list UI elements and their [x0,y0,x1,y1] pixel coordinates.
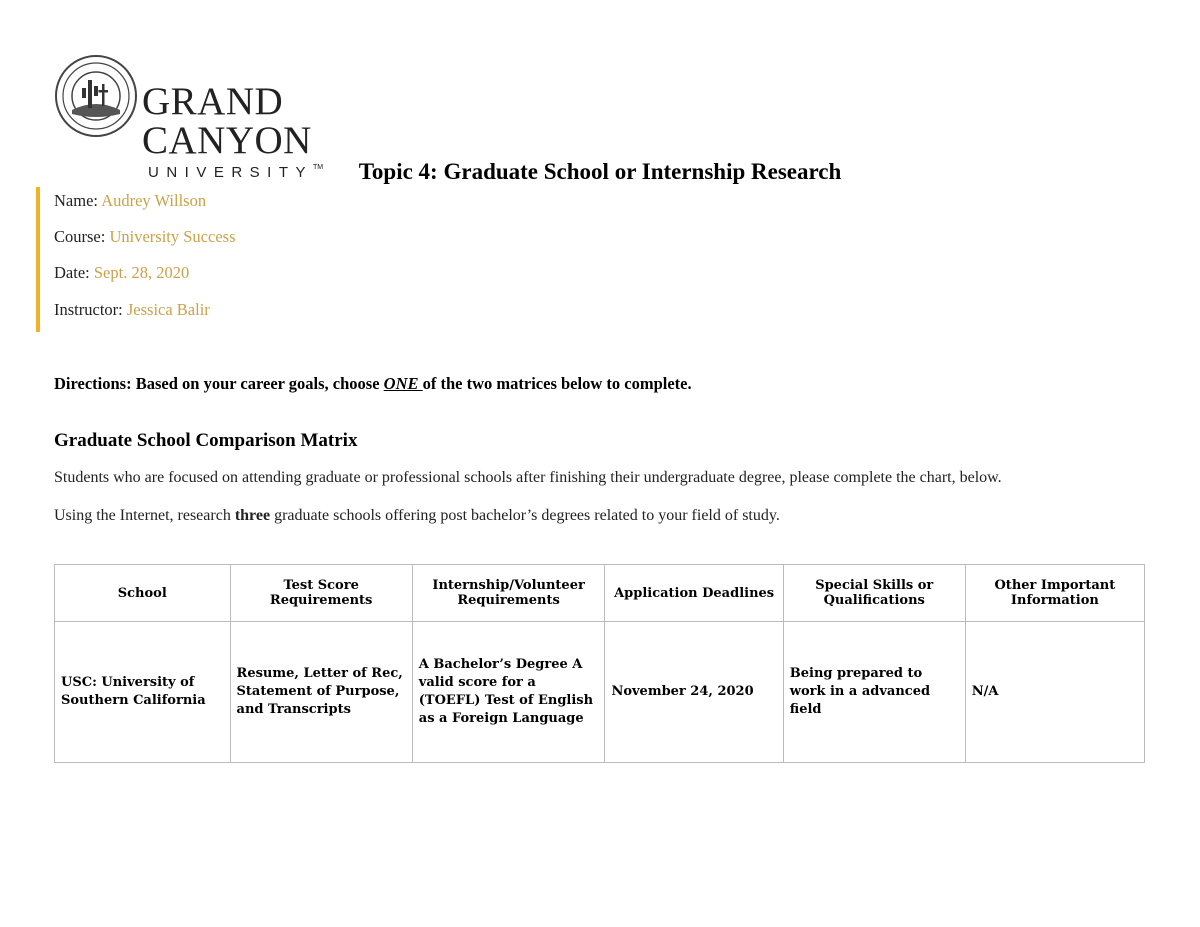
cell-internship: A Bachelor’s Degree A valid score for a (TOEFL) Test of English as a Foreign Language [412,622,605,763]
meta-date-label: Date: [54,263,94,282]
meta-date-value: Sept. 28, 2020 [93,263,190,282]
header-other-info: Other Important Information [965,565,1144,622]
metadata-accent-bar [36,187,40,332]
directions-emphasis: ONE [383,374,423,393]
meta-date [54,263,189,283]
cell-special-skills: Being prepared to work in a advanced field [783,622,965,763]
header-test-score: Test Score Requirements [230,565,412,622]
header-school: School [55,565,231,622]
meta-name-value: Audrey Willson [101,191,207,210]
directions: Directions: Based on your career goals, choose ONE of the two matrices below to complete. [54,374,692,393]
university-seal-icon [54,54,138,138]
cell-other-info: N/A [965,622,1144,763]
university-logo [54,54,434,181]
meta-name [54,191,206,211]
cell-deadlines: November 24, 2020 [605,622,783,763]
meta-instructor-label: Instructor: [54,300,127,319]
comparison-matrix-table [54,564,1145,763]
header-deadlines: Application Deadlines [605,565,783,622]
meta-course-label: Course: [54,227,110,246]
meta-course [54,227,236,247]
meta-instructor [54,300,210,320]
table-header-row [55,565,1145,622]
meta-course-value: University Success [109,227,236,246]
instructions-paragraph-1: Students who are focused on attending graduate or professional schools after finishing their undergraduate degree, please complete the chart, below. [54,469,1002,486]
header-special-skills: Special Skills or Qualifications [783,565,965,622]
section-title: Graduate School Comparison Matrix [54,430,358,451]
table-row [55,622,1145,763]
cell-school: USC: University of Southern California [55,622,231,763]
logo-subtitle: UNIVERSITY [148,164,314,181]
logo-wordmark: GRAND CANYON [142,80,312,162]
logo-trademark: TM [313,164,324,171]
meta-instructor-value: Jessica Balir [126,300,210,319]
document-title: Topic 4: Graduate School or Internship Research [358,159,842,184]
instructions-paragraph-2: Using the Internet, research three graduate schools offering post bachelor’s degrees related to your field of study. [54,507,780,524]
meta-name-label: Name: [54,191,102,210]
header-internship: Internship/Volunteer Requirements [412,565,605,622]
cell-test-score: Resume, Letter of Rec, Statement of Purpose, and Transcripts [230,622,412,763]
